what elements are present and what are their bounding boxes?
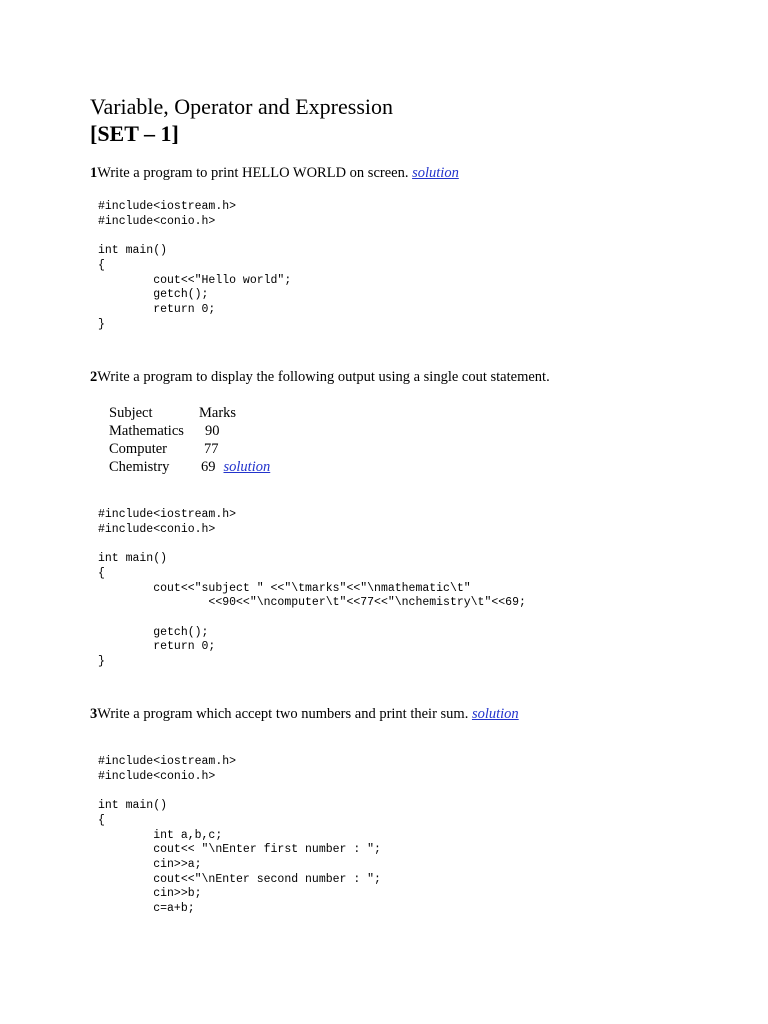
table-cell-subject: Mathematics [109,423,184,439]
question-text: Write a program to print HELLO WORLD on screen. [97,165,409,181]
set-label: [SET – 1] [90,121,179,146]
solution-link[interactable]: solution [412,165,459,181]
page-title: Variable, Operator and Expression [90,94,394,119]
question-1 [90,164,459,182]
code-block-1: #include<iostream.h> #include<conio.h> int main() { cout<<"Hello world"; getch(); return 0; } [98,200,292,331]
question-number: 3 [90,706,98,722]
header-subject: Subject [109,405,153,421]
question-number: 1 [90,165,98,181]
question-3 [90,705,519,723]
question-text: Write a program to display the following output using a single cout statement. [97,369,550,385]
table-cell-marks: 69 [201,459,216,475]
question-2 [90,368,550,386]
header-marks: Marks [199,405,237,421]
table-cell-marks: 90 [205,423,220,439]
table-cell-marks: 77 [204,441,219,457]
code-block-2: #include<iostream.h> #include<conio.h> int main() { cout<<"subject " <<"\tmarks"<<"\nmathematic\t" <<90<<"\ncomputer\t"<<77<<"\nchemistry\t"<<69; getch(); return 0; } [98,508,526,669]
table-cell-subject: Computer [109,441,167,457]
solution-link[interactable]: solution [471,706,519,722]
code-block-3: #include<iostream.h> #include<conio.h> int main() { int a,b,c; cout<< "\nEnter first number : "; cin>>a; cout<<"\nEnter second number : "; cin>>b; c=a+b; [98,755,381,916]
question-number: 2 [90,369,98,385]
table-cell-subject: Chemistry [109,459,170,475]
solution-link[interactable]: solution [223,459,271,475]
question-text: Write a program which accept two numbers and print their sum. [97,706,469,722]
